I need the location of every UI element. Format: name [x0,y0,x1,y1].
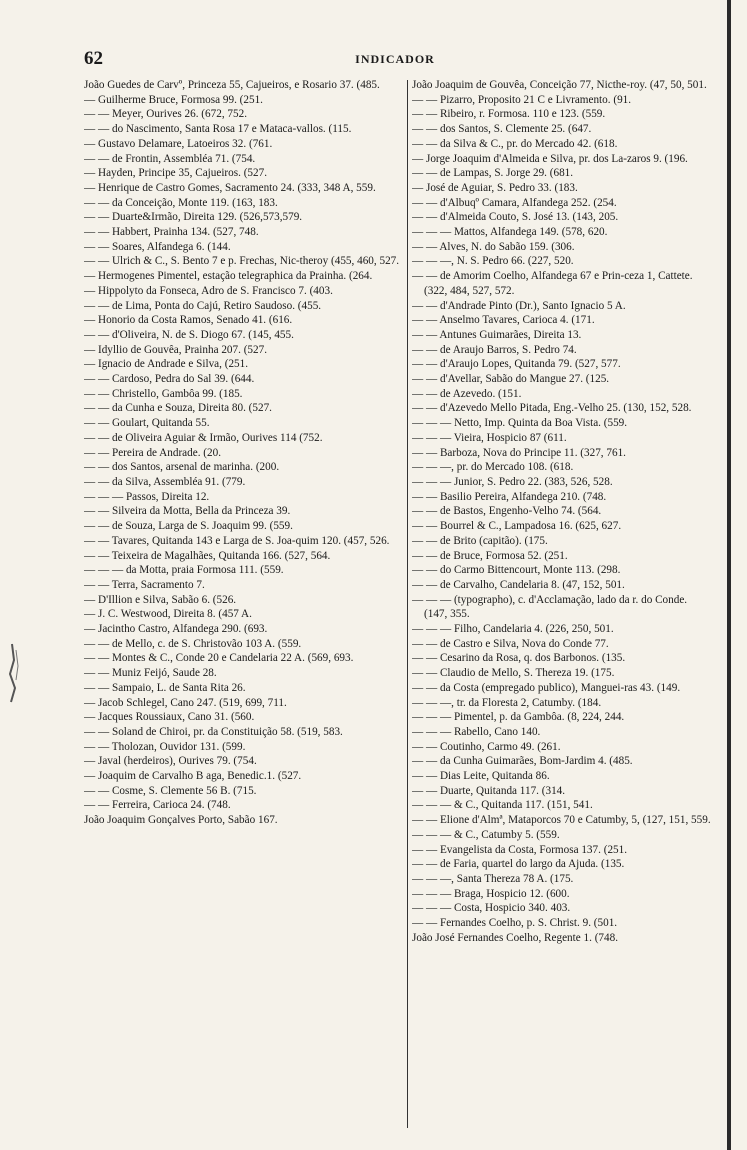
left-column-entry: — — Cosme, S. Clemente 56 B. (715. [84,784,257,797]
left-column-entry: — — de Oliveira Aguiar & Irmão, Ourives 114 (752. [84,431,323,444]
left-column-entry: — — do Nascimento, Santa Rosa 17 e Mataca-vallos. (115. [84,123,352,136]
right-column-entry: — — de Bruce, Formosa 52. (251. [412,549,568,562]
left-column-entry: — Hippolyto da Fonseca, Adro de S. Francisco 7. (403. [84,284,333,297]
left-column-entry: — Guilherme Bruce, Formosa 99. (251. [84,93,263,106]
left-column-entry: — — — Passos, Direita 12. [84,490,210,503]
right-column-entry: — — Bourrel & C., Lampadosa 16. (625, 627. [412,520,622,533]
left-column-entry: — — de Frontin, Assembléa 71. (754. [84,152,256,165]
column-divider [407,80,408,1128]
left-column-entry: — Honorio da Costa Ramos, Senado 41. (616. [84,314,293,327]
right-column-entry: — — dos Santos, S. Clemente 25. (647. [412,123,592,136]
right-column-entry: — — — & C., Catumby 5. (559. [412,828,560,841]
right-column-entry: — — de Brito (capitão). (175. [412,534,548,547]
right-column-entry: — — Evangelista da Costa, Formosa 137. (251. [412,843,628,856]
right-column-entry: — — de Castro e Silva, Nova do Conde 77. [412,637,609,650]
right-column-entry: — — Cesarino da Rosa, q. dos Barbonos. (135. [412,652,626,665]
right-column-entry: — José de Aguiar, S. Pedro 33. (183. [412,181,578,194]
right-column-entry: — — d'Albuqº Camara, Alfandega 252. (254. [412,196,617,209]
right-column-entry: — — d'Almeida Couto, S. José 13. (143, 205. [412,211,619,224]
right-column-entry: — — d'Andrade Pinto (Dr.), Santo Ignacio 5 A. [412,299,626,312]
left-column-entry: — — d'Oliveira, N. de S. Diogo 67. (145, 455. [84,328,294,341]
left-column-entry: — — Soland de Chiroi, pr. da Constituição 58. (519, 583. [84,725,343,738]
right-column-entry: — — da Cunha Guimarães, Bom-Jardim 4. (485. [412,755,633,768]
left-column-entry: — — Goulart, Quitanda 55. [84,417,210,430]
right-column-entry: — — Fernandes Coelho, p. S. Christ. 9. (501. [412,917,618,930]
left-column-entry: — — Christello, Gambôa 99. (185. [84,387,243,400]
right-column-entry: — — — Mattos, Alfandega 149. (578, 620. [412,226,608,239]
right-column-entry: — — — Junior, S. Pedro 22. (383, 526, 528. [412,475,613,488]
left-column-entry: — — — da Motta, praia Formosa 111. (559. [84,564,284,577]
left-column-entry: — — de Lima, Ponta do Cajú, Retiro Saudoso. (455. [84,299,322,312]
right-column-entry: — — de Faria, quartel do largo da Ajuda. (135. [412,858,625,871]
right-column-entry: — — Basilio Pereira, Alfandega 210. (748. [412,490,607,503]
left-column-entry: — — Silveira da Motta, Bella da Princeza 39. [84,505,291,518]
left-column-entry: — — Pereira de Andrade. (20. [84,446,222,459]
right-column-entry: — — — Costa, Hospicio 340. 403. [412,902,571,915]
right-column-entry: — — — Braga, Hospicio 12. (600. [412,887,570,900]
right-column-entry: — — de Carvalho, Candelaria 8. (47, 152, 501. [412,578,625,591]
left-column-entry: — Ignacio de Andrade e Silva, (251. [84,358,249,371]
left-column-entry: — — Duarte&Irmão, Direita 129. (526,573,579. [84,211,303,224]
right-column-entry: — — —, N. S. Pedro 66. (227, 520. [412,255,574,268]
right-column-entry: — — Elione d'Almª, Mataporcos 70 e Catumby, 5, (127, 151, 559. [412,814,711,827]
left-column-entry: — — Ferreira, Carioca 24. (748. [84,799,231,812]
right-column-entry: — — —, pr. do Mercado 108. (618. [412,461,574,474]
right-column-entry: — — de Bastos, Engenho-Velho 74. (564. [412,505,602,518]
left-column-entry: — — Ulrich & C., S. Bento 7 e p. Frechas, Nic-theroy (455, 460, 527. [84,255,400,268]
right-column-entry: — — — Filho, Candelaria 4. (226, 250, 501. [412,623,614,636]
right-column-entry: — — da Silva & C., pr. do Mercado 42. (618. [412,137,618,150]
left-column-entry: — — Tholozan, Ouvidor 131. (599. [84,740,246,753]
left-column-entry: — — de Mello, c. de S. Christovão 103 A. (559. [84,637,302,650]
right-column-entry: — — — (typographo), c. d'Acclamação, lado da r. do Conde. (147, 355. [412,593,688,621]
right-column-entry: — — do Carmo Bittencourt, Monte 113. (298. [412,564,621,577]
right-column-entry: — — d'Araujo Lopes, Quitanda 79. (527, 577. [412,358,621,371]
left-column-entry: — — Cardoso, Pedra do Sal 39. (644. [84,373,255,386]
left-column-entry: — — Sampaio, L. de Santa Rita 26. [84,681,246,694]
left-column-entry: — Idyllio de Gouvêa, Prainha 207. (527. [84,343,268,356]
right-column-entry: — — Antunes Guimarães, Direita 13. [412,328,582,341]
left-column-entry: João Guedes de Carvº, Princeza 55, Cajueiros, e Rosario 37. (485. [84,79,380,91]
right-column-entry: — — de Amorim Coelho, Alfandega 67 e Prin-ceza 1, Cattete. (322, 484, 527, 572. [412,270,693,297]
left-column-entry: — — Tavares, Quitanda 143 e Larga de S. Joa-quim 120. (457, 526. [84,534,390,547]
right-column-entry: — — — Netto, Imp. Quinta da Boa Vista. (559. [412,417,628,430]
right-column-entry: — — Duarte, Quitanda 117. (314. [412,784,566,797]
right-column-entry: — — Pizarro, Proposito 21 C e Livramento. (91. [412,93,632,106]
left-column-entry: — Jacques Roussiaux, Cano 31. (560. [84,711,255,724]
left-column-entry: — Gustavo Delamare, Latoeiros 32. (761. [84,137,273,150]
left-column-entry: — — de Souza, Larga de S. Joaquim 99. (559. [84,520,293,533]
right-column-entry: — — — Rabello, Cano 140. [412,725,541,738]
running-title: INDICADOR [355,52,435,66]
right-column-entry: — — Coutinho, Carmo 49. (261. [412,740,561,753]
left-column-entry: — — da Silva, Assembléa 91. (779. [84,475,246,488]
right-column-entry: — — de Araujo Barros, S. Pedro 74. [412,343,577,356]
right-column-entry: — — de Azevedo. (151. [412,387,522,400]
right-column-entry: — — Dias Leite, Quitanda 86. [412,770,550,783]
page-edge [727,0,731,1150]
right-column-entry: — — Anselmo Tavares, Carioca 4. (171. [412,314,595,327]
right-column-entry: — — Claudio de Mello, S. Thereza 19. (175. [412,667,615,680]
right-column-entry: — — d'Azevedo Mello Pitada, Eng.-Velho 25. (130, 152, 528. [412,402,692,415]
right-column-entry: — — Barboza, Nova do Principe 11. (327, 761. [412,446,626,459]
left-column-entry: — Jacintho Castro, Alfandega 290. (693. [84,623,268,636]
left-column-entry: — — Montes & C., Conde 20 e Candelaria 22 A. (569, 693. [84,652,354,665]
right-column-entry: — — —, tr. da Floresta 2, Catumby. (184. [412,696,602,709]
right-column-entry: — — — & C., Quitanda 117. (151, 541. [412,799,593,812]
right-column-entry: — — da Costa (empregado publico), Manguei-ras 43. (149. [412,681,681,694]
right-column-entry: — — de Lampas, S. Jorge 29. (681. [412,167,574,180]
left-column-entry: — Jacob Schlegel, Cano 247. (519, 699, 711. [84,696,287,709]
left-column-entry: — — dos Santos, arsenal de marinha. (200. [84,461,280,474]
left-column-entry: — — Terra, Sacramento 7. [84,578,205,591]
left-column-entry: — Hayden, Principe 35, Cajueiros. (527. [84,167,268,180]
page-header [84,48,706,72]
left-column-entry: — — da Conceição, Monte 119. (163, 183. [84,196,278,209]
left-column-entry: — — Muniz Feijó, Saude 28. [84,667,217,680]
left-column-entry: — J. C. Westwood, Direita 8. (457 A. [84,608,252,621]
left-column-entry: João Joaquim Gonçalves Porto, Sabão 167. [84,814,278,827]
library-stamp-icon [4,640,24,710]
left-column-entry: — — Soares, Alfandega 6. (144. [84,240,231,253]
right-column [412,78,712,1128]
right-column-entry: — — — Pimentel, p. da Gambôa. (8, 224, 244. [412,711,625,724]
right-column-entry: João José Fernandes Coelho, Regente 1. (748. [412,931,618,944]
left-column-entry: — Joaquim de Carvalho B aga, Benedic.1. (527. [84,770,302,783]
left-column-entry: — — Teixeira de Magalhães, Quitanda 166. (527, 564. [84,549,331,562]
left-column-entry: — Javal (herdeiros), Ourives 79. (754. [84,755,257,768]
right-column-entry: — — d'Avellar, Sabão do Mangue 27. (125. [412,373,610,386]
right-column-entry: — — —, Santa Thereza 78 A. (175. [412,872,574,885]
left-column [84,78,406,1128]
left-column-entry: — — Meyer, Ourives 26. (672, 752. [84,108,247,121]
left-column-entry: — D'Illion e Silva, Sabão 6. (526. [84,593,237,606]
right-column-entry: — — Alves, N. do Sabão 159. (306. [412,240,575,253]
right-column-entry: João Joaquim de Gouvêa, Conceição 77, Nicthe-roy. (47, 50, 501. [412,79,707,91]
right-column-entry: — Jorge Joaquim d'Almeida e Silva, pr. dos La-zaros 9. (196. [412,152,688,165]
right-column-entry: — — — Vieira, Hospicio 87 (611. [412,431,567,444]
left-column-entry: — — da Cunha e Souza, Direita 80. (527. [84,402,272,415]
left-column-entry: — Hermogenes Pimentel, estação telegraphica da Prainha. (264. [84,270,373,283]
right-column-entry: — — Ribeiro, r. Formosa. 110 e 123. (559. [412,108,606,121]
left-column-entry: — — Habbert, Prainha 134. (527, 748. [84,226,259,239]
page-number: 62 [84,48,103,69]
left-column-entry: — Henrique de Castro Gomes, Sacramento 24. (333, 348 A, 559. [84,181,376,194]
